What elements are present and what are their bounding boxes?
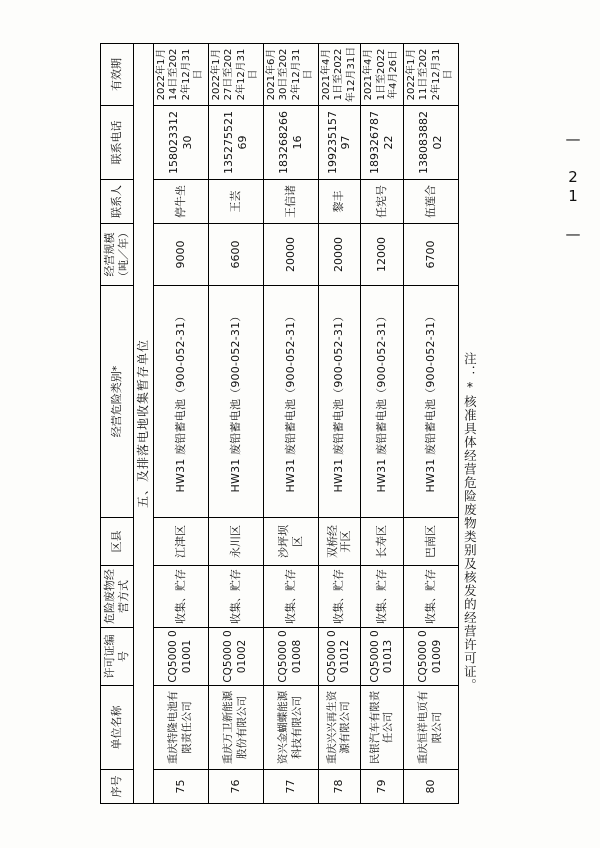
table-row bbox=[403, 44, 458, 804]
cell-validity: 2021年4月1日至2022年12月31日 bbox=[318, 44, 361, 106]
cell-name: 重庆兴兴再生资源有限公司 bbox=[318, 686, 361, 770]
cell-method: 收集、贮存 bbox=[208, 566, 263, 628]
page-number: — 21 — bbox=[564, 130, 582, 244]
table-section-row bbox=[133, 44, 153, 804]
cell-scale: 9000 bbox=[153, 224, 208, 286]
column-header-name: 单位名称 bbox=[101, 686, 134, 770]
cell-contact-phone: 18932678722 bbox=[361, 106, 404, 180]
cell-permit: CQ5000 001009 bbox=[403, 628, 458, 686]
column-header-category: 经营危险类别* bbox=[101, 286, 134, 518]
cell-name: 民银汽车有限责任公司 bbox=[361, 686, 404, 770]
cell-contact-phone: 13808388202 bbox=[403, 106, 458, 180]
cell-validity: 2022年1月11日至2022年12月31日 bbox=[403, 44, 458, 106]
cell-name: 重庆特隆电池有限责任公司 bbox=[153, 686, 208, 770]
cell-permit: CQ5000 001002 bbox=[208, 628, 263, 686]
cell-region: 永川区 bbox=[208, 518, 263, 566]
cell-contact-person: 王信诸 bbox=[263, 180, 318, 224]
cell-category: HW31 废铅蓄电池（900-052-31） bbox=[153, 286, 208, 518]
cell-category: HW31 废铅蓄电池（900-052-31） bbox=[361, 286, 404, 518]
cell-scale: 12000 bbox=[361, 224, 404, 286]
cell-validity: 2022年1月14日至2022年12月31日 bbox=[153, 44, 208, 106]
cell-name: 重庆恒祥电页有限公司 bbox=[403, 686, 458, 770]
column-header-scale: 经营规模（吨／年） bbox=[101, 224, 134, 286]
column-header-validity: 有效期 bbox=[101, 44, 134, 106]
cell-contact-phone: 18326826616 bbox=[263, 106, 318, 180]
cell-scale: 20000 bbox=[263, 224, 318, 286]
cell-region: 巴南区 bbox=[403, 518, 458, 566]
cell-category: HW31 废铅蓄电池（900-052-31） bbox=[403, 286, 458, 518]
cell-permit: CQ5000 001008 bbox=[263, 628, 318, 686]
cell-method: 收集、贮存 bbox=[403, 566, 458, 628]
cell-contact-person: 黎丰 bbox=[318, 180, 361, 224]
cell-validity: 2022年1月27日至2022年12月31日 bbox=[208, 44, 263, 106]
cell-permit: CQ5000 001013 bbox=[361, 628, 404, 686]
cell-name: 重庆万卫新能源股份有限公司 bbox=[208, 686, 263, 770]
cell-seq: 78 bbox=[318, 770, 361, 804]
cell-contact-phone: 19923515797 bbox=[318, 106, 361, 180]
cell-seq: 76 bbox=[208, 770, 263, 804]
cell-contact-phone: 15802331230 bbox=[153, 106, 208, 180]
cell-method: 收集、贮存 bbox=[361, 566, 404, 628]
cell-region: 双桥经开区 bbox=[318, 518, 361, 566]
table-row bbox=[153, 44, 208, 804]
cell-contact-person: 任宪号 bbox=[361, 180, 404, 224]
table-header-row bbox=[101, 44, 134, 804]
column-header-contact-phone: 联系电话 bbox=[101, 106, 134, 180]
cell-method: 收集、贮存 bbox=[153, 566, 208, 628]
table-footnote: 注：*核准具体经营危险废物类别及核发的经营许可证。 bbox=[462, 352, 478, 692]
cell-category: HW31 废铅蓄电池（900-052-31） bbox=[208, 286, 263, 518]
cell-validity: 2021年4月1日至2022年4月26日 bbox=[361, 44, 404, 106]
column-header-seq: 序号 bbox=[101, 770, 134, 804]
cell-name: 资兴金蝴蝶能源科技有限公司 bbox=[263, 686, 318, 770]
cell-region: 沙坪坝区 bbox=[263, 518, 318, 566]
cell-seq: 80 bbox=[403, 770, 458, 804]
cell-region: 长寿区 bbox=[361, 518, 404, 566]
table-row bbox=[263, 44, 318, 804]
cell-contact-person: 王芸 bbox=[208, 180, 263, 224]
hazardous-waste-table bbox=[100, 43, 459, 804]
cell-region: 江津区 bbox=[153, 518, 208, 566]
column-header-method: 危险废物经营方式 bbox=[101, 566, 134, 628]
cell-seq: 77 bbox=[263, 770, 318, 804]
table-row bbox=[318, 44, 361, 804]
cell-method: 收集、贮存 bbox=[263, 566, 318, 628]
table-row bbox=[208, 44, 263, 804]
rotated-table-container bbox=[100, 44, 500, 804]
cell-validity: 2021年6月30日至2022年12月31日 bbox=[263, 44, 318, 106]
cell-contact-person: 伍莲合 bbox=[403, 180, 458, 224]
cell-category: HW31 废铅蓄电池（900-052-31） bbox=[263, 286, 318, 518]
cell-method: 收集、贮存 bbox=[318, 566, 361, 628]
table-row bbox=[361, 44, 404, 804]
cell-permit: CQ5000 001001 bbox=[153, 628, 208, 686]
cell-scale: 6600 bbox=[208, 224, 263, 286]
column-header-region: 区县 bbox=[101, 518, 134, 566]
cell-category: HW31 废铅蓄电池（900-052-31） bbox=[318, 286, 361, 518]
cell-contact-person: 停牛坐 bbox=[153, 180, 208, 224]
cell-scale: 6700 bbox=[403, 224, 458, 286]
cell-scale: 20000 bbox=[318, 224, 361, 286]
cell-seq: 79 bbox=[361, 770, 404, 804]
cell-seq: 75 bbox=[153, 770, 208, 804]
section-title: 五、及排落电地收集暂存单位 bbox=[133, 44, 153, 804]
column-header-contact-person: 联系人 bbox=[101, 180, 134, 224]
column-header-permit: 许可证编号 bbox=[101, 628, 134, 686]
cell-permit: CQ5000 001012 bbox=[318, 628, 361, 686]
cell-contact-phone: 13527552169 bbox=[208, 106, 263, 180]
